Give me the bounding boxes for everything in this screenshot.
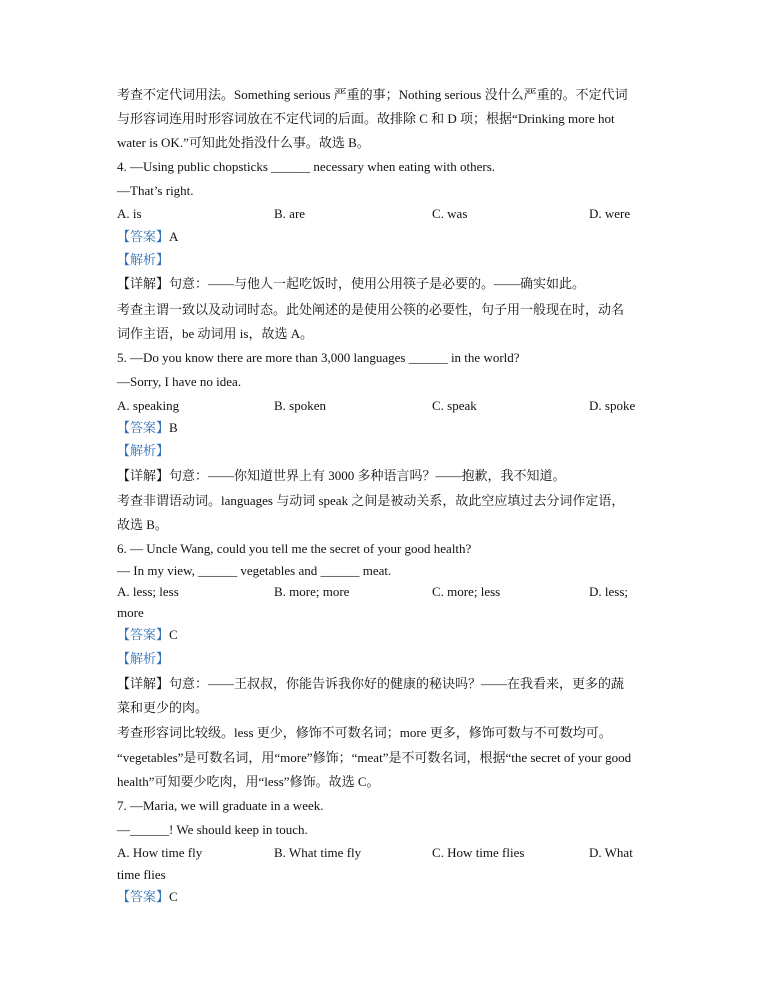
text-line: 考查不定代词用法。Something serious 严重的事；Nothing serious 没什么严重的。不定代词 xyxy=(117,87,628,102)
detail-line xyxy=(117,467,566,485)
answer-tag: 【答案】 xyxy=(117,420,170,435)
option-b: B. are xyxy=(274,206,306,221)
option-c: C. more; less xyxy=(432,584,501,599)
question-5-reply: —Sorry, I have no idea. xyxy=(117,374,242,389)
text-line: 故选 B。 xyxy=(117,517,168,532)
option-a: A. How time fly xyxy=(117,845,203,860)
answer-line xyxy=(117,888,178,906)
option-a: A. is xyxy=(117,206,142,221)
detail-tag: 【详解】 xyxy=(117,676,170,691)
option-a: A. less; less xyxy=(117,584,179,599)
answer-line xyxy=(117,419,178,437)
detail-text: 句意：——王叔叔，你能告诉我你好的健康的秘诀吗？——在我看来，更多的蔬 xyxy=(169,676,625,691)
option-d: D. spoke xyxy=(589,398,636,413)
option-d: D. were xyxy=(589,206,631,221)
detail-text: 句意：——与他人一起吃饭时，使用公用筷子是必要的。——确实如此。 xyxy=(169,276,586,291)
answer-value: C xyxy=(169,627,178,642)
detail-tag: 【详解】 xyxy=(117,276,170,291)
analysis-line xyxy=(117,251,169,269)
question-4-stem: 4. —Using public chopsticks ______ necessary when eating with others. xyxy=(117,159,496,174)
answer-line xyxy=(117,626,178,644)
detail-line xyxy=(117,675,624,693)
question-6-reply: — In my view, ______ vegetables and ______ meat. xyxy=(117,563,392,578)
option-a: A. speaking xyxy=(117,398,180,413)
detail-line xyxy=(117,275,585,293)
option-b: B. spoken xyxy=(274,398,326,413)
option-c: C. was xyxy=(432,206,468,221)
text-line: 考查非谓语动词。languages 与动词 speak 之间是被动关系，故此空应填过去分词作定语， xyxy=(117,493,625,508)
text-line: 考查形容词比较级。less 更少，修饰不可数名词；more 更多，修饰可数与不可数均可。 xyxy=(117,725,612,740)
text-line: 与形容词连用时形容词放在不定代词的后面。故排除 C 和 D 项；根据“Drinking more hot xyxy=(117,111,615,126)
question-4-reply: —That’s right. xyxy=(117,183,194,198)
option-d: D. less; xyxy=(589,584,628,599)
answer-value: C xyxy=(169,889,178,904)
option-c: C. speak xyxy=(432,398,477,413)
text-line: health”可知要少吃肉，用“less”修饰。故选 C。 xyxy=(117,774,380,789)
text-line: more xyxy=(117,605,144,620)
answer-tag: 【答案】 xyxy=(117,889,170,904)
question-6-stem: 6. — Uncle Wang, could you tell me the secret of your good health? xyxy=(117,541,472,556)
analysis-tag: 【解析】 xyxy=(117,252,170,267)
answer-value: A xyxy=(169,229,179,244)
text-line: 考查主谓一致以及动词时态。此处阐述的是使用公筷的必要性，句子用一般现在时，动名 xyxy=(117,302,625,317)
text-line: time flies xyxy=(117,867,166,882)
option-b: B. more; more xyxy=(274,584,350,599)
answer-tag: 【答案】 xyxy=(117,627,170,642)
text-line: 菜和更少的肉。 xyxy=(117,700,209,715)
text-line: water is OK.”可知此处指没什么事。故选 B。 xyxy=(117,135,370,150)
option-b: B. What time fly xyxy=(274,845,362,860)
answer-line xyxy=(117,228,178,246)
analysis-line xyxy=(117,442,169,460)
question-7-reply: —______! We should keep in touch. xyxy=(117,822,308,837)
analysis-tag: 【解析】 xyxy=(117,651,170,666)
detail-tag: 【详解】 xyxy=(117,468,170,483)
answer-value: B xyxy=(169,420,178,435)
option-c: C. How time flies xyxy=(432,845,525,860)
option-d: D. What xyxy=(589,845,633,860)
text-line: “vegetables”是可数名词，用“more”修饰；“meat”是不可数名词，根据“the secret of your good xyxy=(117,750,632,765)
answer-tag: 【答案】 xyxy=(117,229,170,244)
detail-text: 句意：——你知道世界上有 3000 多种语言吗？——抱歉，我不知道。 xyxy=(169,468,566,483)
text-line: 词作主语，be 动词用 is，故选 A。 xyxy=(117,326,314,341)
question-5-stem: 5. —Do you know there are more than 3,000 languages ______ in the world? xyxy=(117,350,520,365)
question-7-stem: 7. —Maria, we will graduate in a week. xyxy=(117,798,324,813)
analysis-line xyxy=(117,650,169,668)
analysis-tag: 【解析】 xyxy=(117,443,170,458)
